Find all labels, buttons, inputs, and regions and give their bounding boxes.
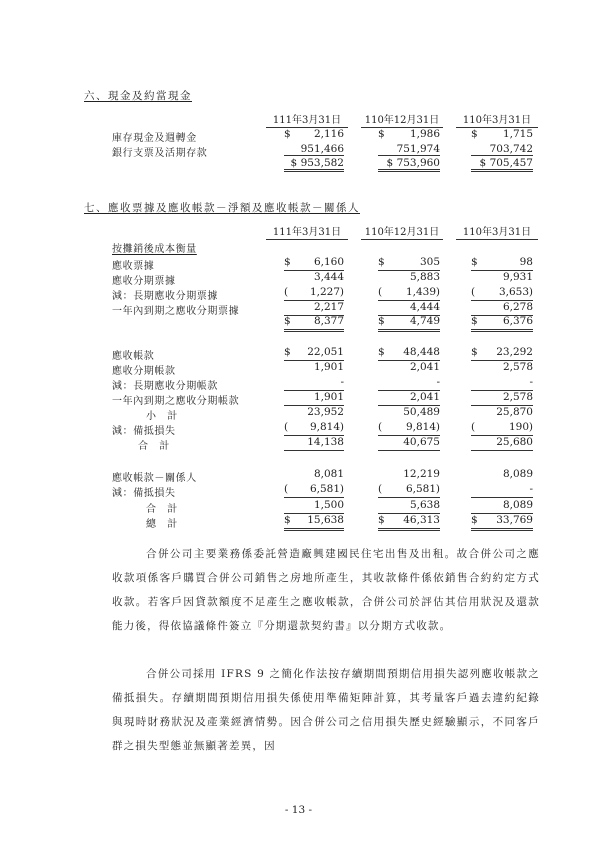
value-cell: -	[378, 376, 440, 391]
row-label: 減：長期應收分期票據	[112, 291, 218, 302]
value-cell: 8,089	[502, 468, 533, 480]
section-6-title: 六、現金及約當現金	[84, 90, 192, 102]
value-cell: ( 1,439 )	[378, 286, 440, 301]
total-cell: $ 4,749	[378, 315, 440, 332]
value-cell: $ 1,986	[378, 128, 440, 140]
value-cell: 5,883	[409, 271, 440, 283]
value-cell: $ 48,448	[378, 346, 440, 361]
value-cell: 2,041	[378, 391, 440, 406]
row-label: 合 計	[146, 504, 178, 515]
row-label: 減：備抵損失	[112, 426, 176, 437]
value-cell: 14,138	[284, 436, 344, 451]
value-cell: 5,638	[378, 499, 440, 514]
row-label: 應收帳款	[112, 351, 155, 362]
value-cell: 3,444	[313, 271, 344, 283]
col-header-2: 110年12月31日	[361, 223, 443, 240]
value-cell: ( 6,581 )	[284, 483, 344, 498]
value-cell: 2,578	[471, 391, 533, 406]
value-cell: $ 23,292	[471, 346, 533, 361]
value-cell: 751,974	[378, 143, 440, 156]
row-label: 應收票據	[112, 261, 155, 272]
total-cell: $ 15,638	[284, 514, 344, 531]
row-label: 小 計	[146, 411, 178, 422]
row-label: 應收帳款－關係人	[112, 473, 197, 484]
value-cell: -	[284, 376, 344, 391]
total-cell: $ 6,376	[471, 315, 533, 332]
col-header-2: 110年12月31日	[361, 111, 443, 128]
value-cell: $ 2,116	[284, 128, 344, 140]
value-cell: $ 98	[471, 256, 533, 271]
value-cell: -	[471, 376, 533, 391]
value-cell: $ 1,715	[471, 128, 533, 140]
row-label: 應收分期票據	[112, 276, 176, 287]
value-cell: ( 1,227 )	[284, 286, 344, 301]
row-label: 一年內到期之應收分期帳款	[112, 396, 240, 407]
row-label: 一年內到期之應收分期票據	[112, 306, 240, 317]
value-cell: 40,675	[378, 436, 440, 451]
section-7-title: 七、應收票據及應收帳款－淨額及應收帳款－關係人	[84, 202, 360, 214]
total-cell: $ 705,457	[471, 157, 533, 172]
value-cell: -	[471, 483, 533, 498]
value-cell: ( 3,653 )	[471, 286, 533, 301]
value-cell: 703,742	[471, 143, 533, 156]
col-header-3: 110年3月31日	[456, 111, 538, 128]
row-label: 總 計	[146, 519, 178, 530]
value-cell: 2,578	[502, 361, 533, 373]
value-cell: 25,680	[471, 436, 533, 451]
page-number: - 13 -	[284, 804, 313, 816]
value-cell: 4,444	[378, 301, 440, 316]
value-cell: $ 305	[378, 256, 440, 271]
col-header-1: 111年3月31日	[266, 223, 348, 240]
value-cell: ( 6,581 )	[378, 483, 440, 498]
value-cell: 2,217	[284, 301, 344, 316]
measurement-subtitle: 按攤銷後成本衡量	[112, 244, 197, 255]
paragraph-1: 合併公司主要業務係委託營造廠興建國民住宅出售及出租。故合併公司之應收款項係客戶購買合併公司銷售之房地所產生，其收款條件係依銷售合約約定方式收款。若客戶因貸款額度不足產生之應收帳款，合併公司於評估其信用狀況及還款能力後，得依協議條件簽立『分期還款契約書』以分期方式收款。	[112, 548, 540, 632]
col-header-3: 110年3月31日	[456, 223, 538, 240]
row-label: 銀行支票及活期存款	[112, 148, 208, 159]
value-cell: 12,219	[403, 468, 440, 480]
row-label: 庫存現金及週轉金	[112, 133, 197, 144]
total-cell: $ 953,582	[284, 157, 344, 172]
value-cell: 1,901	[284, 391, 344, 406]
value-cell: 50,489	[403, 406, 440, 418]
value-cell: 951,466	[284, 143, 344, 156]
row-label: 減：長期應收分期帳款	[112, 381, 218, 392]
total-cell: $ 753,960	[378, 157, 440, 172]
value-cell: ( 9,814 )	[378, 421, 440, 436]
total-cell: $ 46,313	[378, 514, 440, 531]
row-label: 應收分期帳款	[112, 366, 176, 377]
value-cell: 23,952	[307, 406, 344, 418]
value-cell: 9,931	[502, 271, 533, 283]
value-cell: 2,041	[409, 361, 440, 373]
value-cell: $ 6,160	[284, 256, 344, 271]
value-cell: 8,081	[313, 468, 344, 480]
value-cell: 8,089	[471, 499, 533, 514]
value-cell: 1,500	[284, 499, 344, 514]
value-cell: 1,901	[313, 361, 344, 373]
value-cell: 25,870	[496, 406, 533, 418]
row-label: 合 計	[138, 441, 170, 452]
value-cell: $ 22,051	[284, 346, 344, 361]
value-cell: 6,278	[471, 301, 533, 316]
total-cell: $ 33,769	[471, 514, 533, 531]
paragraph-2: 合併公司採用 IFRS 9 之簡化作法按存續期間預期信用損失認列應收帳款之備抵損失。存續期間預期信用損失係使用準備矩陣計算，其考量客戶過去違約紀錄與現時財務狀況及產業經濟情勢。因合併公司之信用損失歷史經驗顯示，不同客戶群之損失型態並無顯著差異，因	[112, 668, 540, 752]
col-header-1: 111年3月31日	[266, 111, 348, 128]
value-cell: ( 190 )	[471, 421, 533, 436]
value-cell: ( 9,814 )	[284, 421, 344, 436]
row-label: 減：備抵損失	[112, 488, 176, 499]
total-cell: $ 8,377	[284, 315, 344, 332]
